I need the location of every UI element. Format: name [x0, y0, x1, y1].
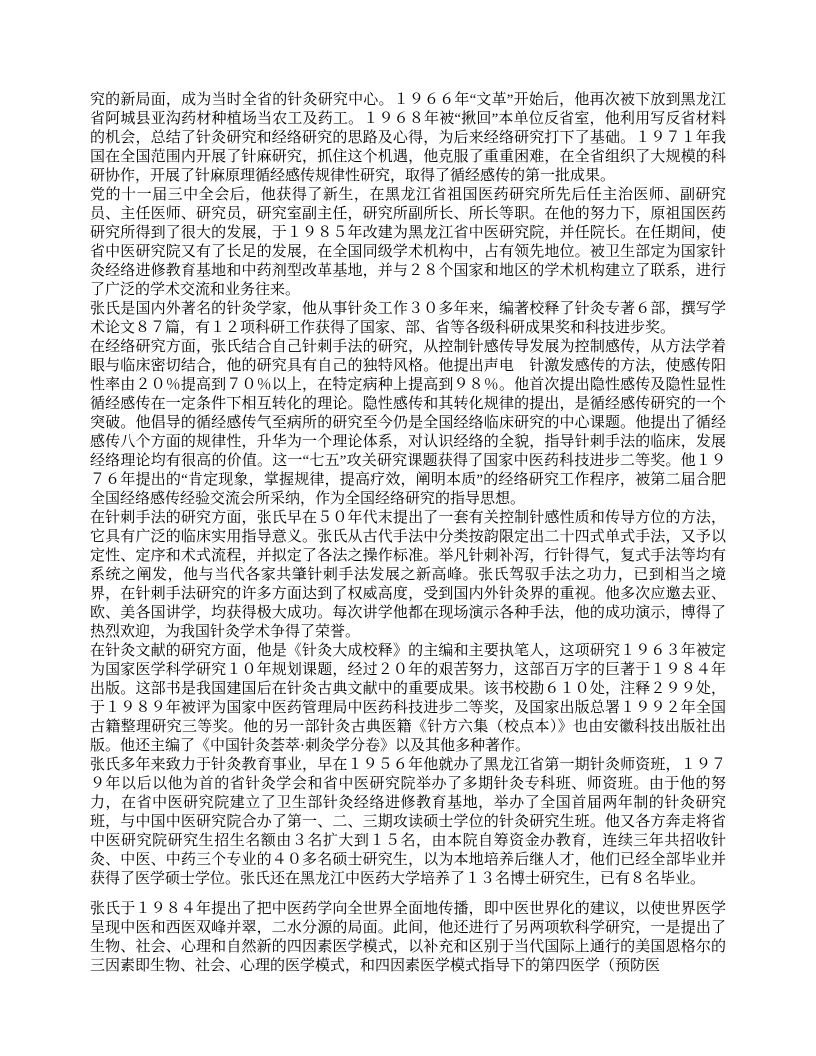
paragraph-7: 张氏多年来致力于针灸教育事业，早在１９５６年他就办了黑龙江省第一期针灸师资班，１９７９年以后以他为首的省针灸学会和省中医研究院举办了多期针灸专科班、师资班。由于他的努力，在省中医研究院建立了卫生部针灸经络进修教育基地，举办了全国首届两年制的针灸研究班，与中国中医研究院合办了第一、二、三期攻读硕士学位的针灸研究生班。他又各方奔走将省中医研究院研究生招生名额由３名扩大到１５名，由本院自筹资金办教育，连续三年共招收针灸、中医、中药三个专业的４０多名硕士研究生，以为本地培养后继人才，他们已经全部毕业并获得了医学硕士学位。张氏还在黑龙江中医药大学培养了１３名博士研究生，已有８名毕业。 — [90, 757, 726, 887]
paragraph-5: 在针刺手法的研究方面，张氏早在５０年代末提出了一套有关控制针感性质和传导方位的方法，它具有广泛的临床实用指导意义。张氏从古代手法中分类按韵限定出二十四式单式手法，又予以定性、定序和术式流程，并拟定了各法之操作标准。举凡针刺补泻，行针得气，复式手法等均有系统之阐发，他与当代各家共肇针刺手法发展之新高峰。张氏驾驭手法之功力，已到相当之境界，在针刺手法研究的许多方面达到了权威高度，受到国内外针灸界的重视。他多次应邀去亚、欧、美各国讲学，均获得极大成功。每次讲学他都在现场演示各种手法，他的成功演示，博得了热烈欢迎，为我国针灸学术争得了荣誉。 — [90, 510, 726, 640]
paragraph-4: 在经络研究方面，张氏结合自己针刺手法的研究，从控制针感传导发展为控制感传，从方法学着眼与临床密切结合，他的研究具有自己的独特风格。他提出声电 针激发感传的方法，使感传阳性率由２０％提高到７０％以上，在特定病种上提高到９８％。他首次提出隐性感传及隐性显性循经感传在一定条件下相互转化的理论。隐性感传和其转化规律的提出，是循经感传研究的一个突破。他倡导的循经感传气至病所的研究至今仍是全国经络临床研究的中心课题。他提出了循经感传八个方面的规律性，升华为一个理论体系，对认识经络的全貌，指导针刺手法的临床，发展经络理论均有很高的价值。这一“七五”攻关研究课题获得了国家中医药科技进步二等奖。他１９７６年提出的“肯定现象，掌握规律，提高疗效，阐明本质”的经络研究工作程序，被第二届合肥全国经络感传经验交流会所采纳，作为全国经络研究的指导思想。 — [90, 339, 726, 507]
paragraph-3: 张氏是国内外著名的针灸学家，他从事针灸工作３０多年来，编著校释了针灸专著６部，撰写学术论文８７篇，有１２项科研工作获得了国家、部、省等各级科研成果奖和科技进步奖。 — [90, 301, 726, 336]
paragraph-1: 究的新局面，成为当时全省的针灸研究中心。１９６６年“文革”开始后，他再次被下放到黑龙江省阿城县亚沟药材种植场当农工及药工。１９６８年被“揪回”本单位反省室，他利用写反省材料的机会，总结了针灸研究和经络研究的思路及心得，为后来经络研究打下了基础。１９７１年我国在全国范围内开展了针麻研究，抓住这个机遇，他克服了重重困难，在全省组织了大规模的科研协作，开展了针麻原理循经感传规律性研究，取得了循经感传的第一批成果。 — [90, 92, 726, 184]
paragraph-6: 在针灸文献的研究方面，他是《针灸大成校释》的主编和主要执笔人，这项研究１９６３年被定为国家医学科学研究１０年规划课题，经过２０年的艰苦努力，这部百万字的巨著于１９８４年出版。这部书是我国建国后在针灸古典文献中的重要成果。该书校勘６１０处，注释２９９处，于１９８９年被评为国家中医药管理局中医药科技进步二等奖，及国家出版总署１９９２年全国古籍整理研究三等奖。他的另一部针灸古典医籍《针方六集（校点本）》也由安徽科技出版社出版。他还主编了《中国针灸荟萃·刺灸学分卷》以及其他多种著作。 — [90, 643, 726, 754]
paragraph-8: 张氏于１９８４年提出了把中医药学向全世界全面地传播，即中医世界化的建议，以使世界医学呈现中医和西医双峰并翠，二水分源的局面。此间，他还进行了另两项软科学研究，一是提出了生物、社会、心理和自然新的四因素医学模式，以补充和区别于当代国际上通行的美国恩格尔的三因素即生物、社会、心理的医学模式，和四因素医学模式指导下的第四医学（预防医 — [90, 901, 726, 974]
paragraph-2: 党的十一届三中全会后，他获得了新生，在黑龙江省祖国医药研究所先后任主治医师、副研究员、主任医师、研究员，研究室副主任，研究所副所长、所长等职。在他的努力下，原祖国医药研究所得到了很大的发展，于１９８５年改建为黑龙江省中医研究院，并任院长。在任期间，使省中医研究院又有了长足的发展，在全国同级学术机构中，占有领先地位。被卫生部定为国家针灸经络进修教育基地和中药剂型改革基地，并与２８个国家和地区的学术机构建立了联系，进行了广泛的学术交流和业务往来。 — [90, 187, 726, 298]
